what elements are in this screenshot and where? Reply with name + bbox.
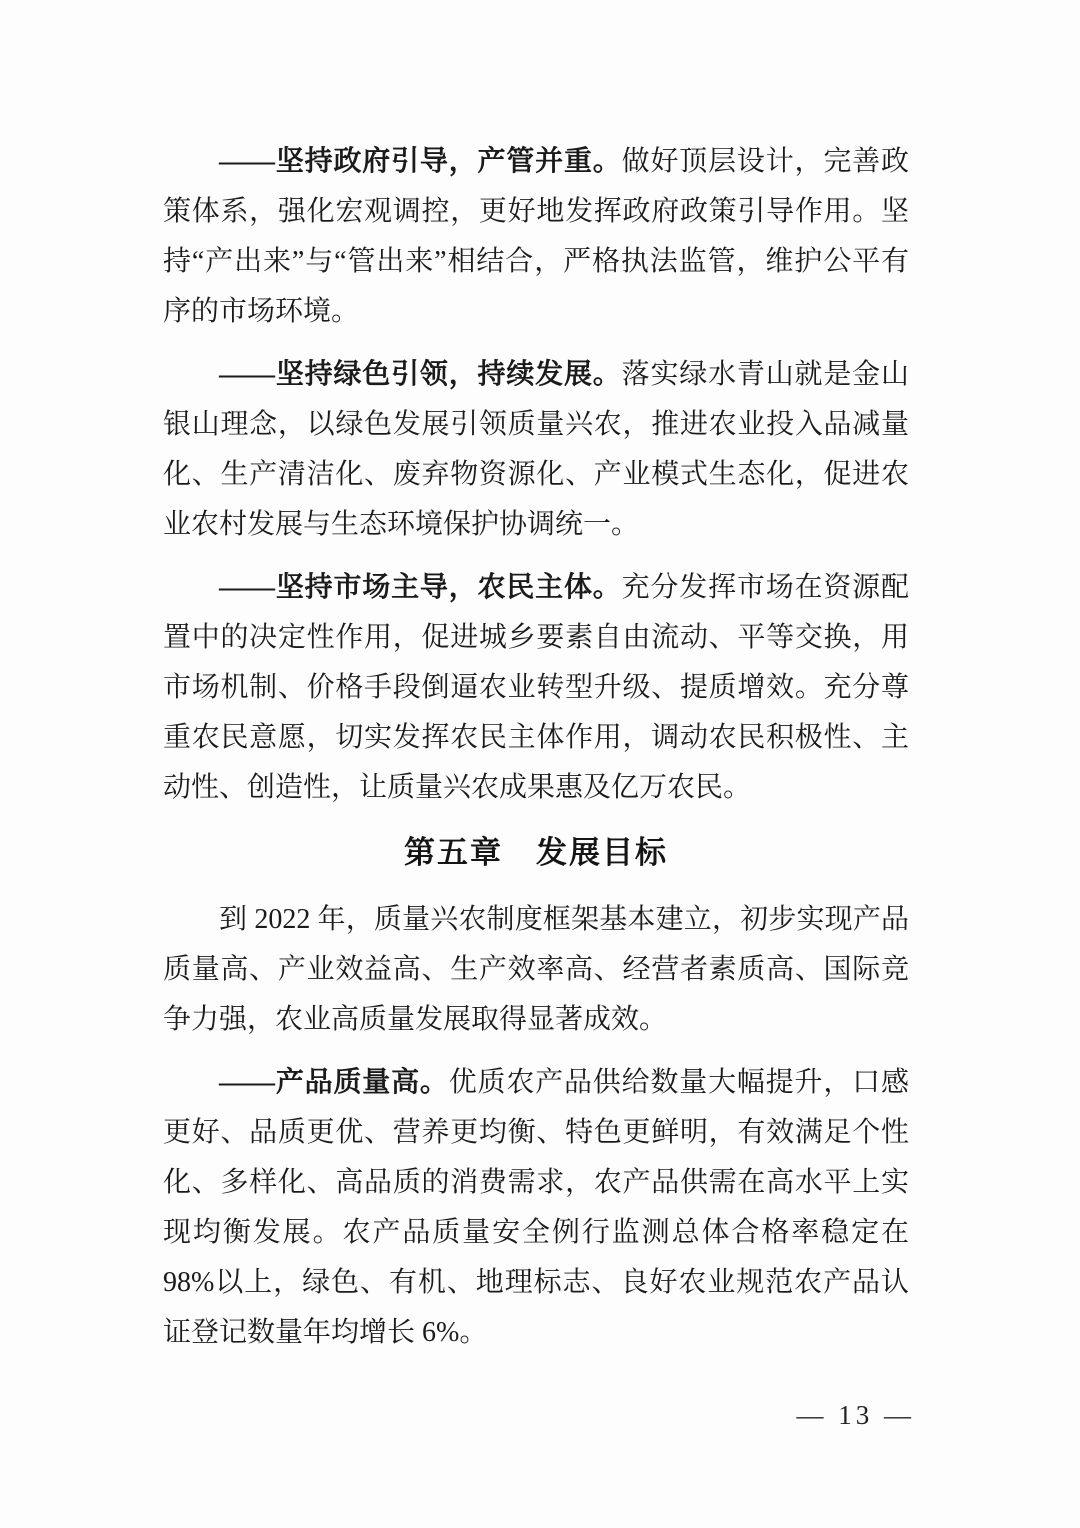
paragraph-market-led — [163, 563, 909, 813]
document-body — [163, 137, 909, 1358]
paragraph-green-development — [163, 350, 909, 550]
paragraph-lead-green-development: ——坚持绿色引领，持续发展。 — [219, 359, 622, 390]
paragraph-text-product-quality: 优质农产品供给数量大幅提升，口感更好、品质更优、营养更均衡、特色更鲜明，有效满足个性化、多样化、高品质的消费需求，农产品供需在高水平上实现均衡发展。农产品质量安全例行监测总体合格率稳定在 98%以上，绿色、有机、地理标志、良好农业规范农产品认证登记数量年均增长 6%。 — [163, 1067, 909, 1348]
paragraph-text-2022-goals: 到 2022 年，质量兴农制度框架基本建立，初步实现产品质量高、产业效益高、生产效率高、经营者素质高、国际竞争力强，农业高质量发展取得显著成效。 — [163, 904, 909, 1035]
paragraph-lead-market-led: ——坚持市场主导，农民主体。 — [219, 572, 622, 603]
paragraph-2022-goals — [163, 895, 909, 1045]
paragraph-lead-government-guidance: ——坚持政府引导，产管并重。 — [219, 146, 622, 177]
paragraph-text-government-guidance: 做好顶层设计，完善政策体系，强化宏观调控，更好地发挥政府政策引导作用。坚持“产出来”与“管出来”相结合，严格执法监管，维护公平有序的市场环境。 — [163, 146, 909, 327]
paragraph-lead-product-quality: ——产品质量高。 — [219, 1067, 449, 1098]
page-number: — 13 — — [796, 1400, 915, 1430]
paragraph-text-market-led: 充分发挥市场在资源配置中的决定性作用，促进城乡要素自由流动、平等交换，用市场机制、价格手段倒逼农业转型升级、提质增效。充分尊重农民意愿，切实发挥农民主体作用，调动农民积极性、主动性、创造性，让质量兴农成果惠及亿万农民。 — [163, 572, 909, 803]
paragraph-text-green-development: 落实绿水青山就是金山银山理念，以绿色发展引领质量兴农，推进农业投入品减量化、生产清洁化、废弃物资源化、产业模式生态化，促进农业农村发展与生态环境保护协调统一。 — [163, 359, 909, 540]
paragraph-product-quality — [163, 1058, 909, 1358]
chapter-heading: 第五章 发展目标 — [404, 835, 668, 870]
paragraph-government-guidance — [163, 137, 909, 337]
